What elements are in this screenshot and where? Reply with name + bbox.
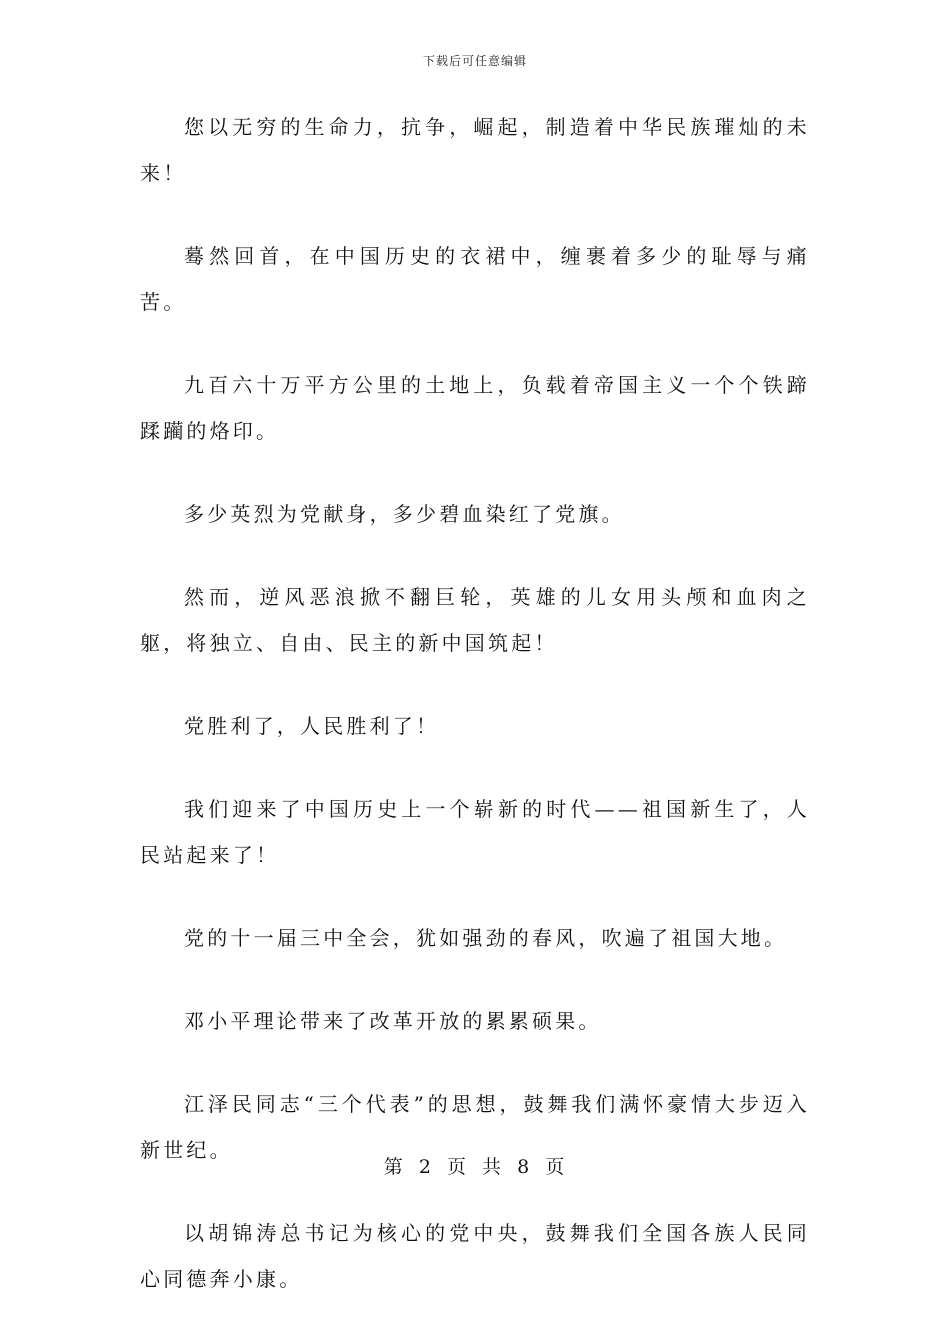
paragraph: 江泽民同志“三个代表”的思想，鼓舞我们满怀豪情大步迈入新世纪。 (140, 1092, 810, 1162)
total-page-number: 8 (517, 1156, 532, 1178)
paragraph: 您以无穷的生命力，抗争，崛起，制造着中华民族璀灿的未来！ (140, 115, 810, 185)
paragraph: 党胜利了，人民胜利了！ (184, 714, 440, 738)
paragraph: 多少英烈为党献身，多少碧血染红了党旗。 (184, 502, 625, 526)
paragraph: 邓小平理论带来了改革开放的累累硕果。 (184, 1009, 602, 1033)
paragraph: 蓦然回首，在中国历史的衣裙中，缠裹着多少的耻辱与痛苦。 (140, 244, 810, 314)
paragraph: 以胡锦涛总书记为核心的党中央，鼓舞我们全国各族人民同心同德奔小康。 (140, 1221, 810, 1291)
paragraph: 然而，逆风恶浪掀不翻巨轮，英雄的儿女用头颅和血肉之躯，将独立、自由、民主的新中国筑起！ (140, 585, 810, 655)
paragraph: 党的十一届三中全会，犹如强劲的春风，吹遍了祖国大地。 (184, 926, 788, 950)
page-suffix: 页 (545, 1156, 567, 1178)
paragraph: 我们迎来了中国历史上一个崭新的时代——祖国新生了，人民站起来了！ (140, 797, 810, 867)
page-number-footer (0, 1152, 950, 1179)
page-prefix: 第 (383, 1156, 405, 1178)
paragraph: 九百六十万平方公里的土地上，负载着帝国主义一个个铁蹄蹂躏的烙印。 (140, 373, 810, 443)
page-word: 页 (446, 1156, 468, 1178)
total-prefix: 共 (482, 1156, 504, 1178)
current-page-number: 2 (418, 1156, 433, 1178)
page-header: 下载后可任意编辑 (422, 54, 527, 68)
